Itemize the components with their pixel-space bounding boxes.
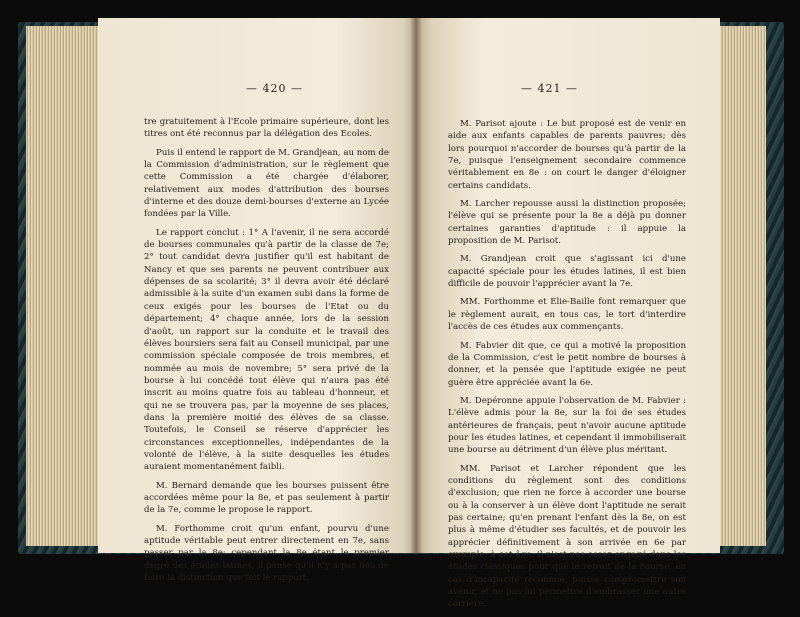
right-page-text <box>448 118 686 617</box>
left-page <box>98 18 416 584</box>
left-page-number: — 420 — <box>246 82 303 95</box>
right-page-edges <box>718 26 766 546</box>
paragraph: MM. Forthomme et Elie-Baille font remarquer que le règlement aurait, en tous cas, le tort d'interdire l'accès de ces études aux commençants. <box>448 297 686 333</box>
left-page-edges <box>26 26 106 546</box>
book-gutter <box>410 18 422 553</box>
paragraph: Puis il entend le rapport de M. Grandjean, au nom de la Commission d'administration, sur le règlement que cette Commission a été chargée d'élaborer, relativement aux modes d'attribution des bourses d'interne et des douze demi-bourses d'externe au Lycée fondées par la Ville. <box>144 147 389 220</box>
paragraph: tre gratuitement à l'Ecole primaire supérieure, dont les titres ont été reconnus par la délégation des Ecoles. <box>144 117 389 140</box>
paragraph: MM. Parisot et Larcher répondent que les conditions du règlement sont des conditions d'exclusion; que rien ne force à accorder une bourse ou à la conserver à un élève dont l'aptitude ne serait pas certaine; qu'en prenant l'enfant dès la 8e, on est plus à même d'étudier ses facultés, et de pouvoir les apprécier définitivement à son arrivée en 6e par exemple; à cet âge, il n'est pas assez engagé dans les études classiques pour que le retrait de la bourse, en cas d'incapacité reconnue, puisse compromettre son avenir, et ne pas lui permettre d'embrasser une autre carrière. <box>448 463 686 610</box>
right-page-number: — 421 — <box>521 82 578 95</box>
paragraph: Le rapport conclut : 1° A l'avenir, il ne sera accordé de bourses communales qu'à partir de la classe de 7e; 2° tout candidat devra justifier qu'il est habitant de Nancy et que ses parents ne peuvent contribuer aux dépenses de sa scolarité; 3° il devra avoir été déclaré admissible à la suite d'un examen subi dans la forme de ceux exigés pour les bourses de l'Etat ou du département; 4° chaque année, lors de la session d'août, un rapport sur la conduite et le travail des élèves boursiers sera fait au Conseil municipal, par une commission spéciale composée de trois membres, et nommée au mois de novembre; 5° sera privé de la bourse à lui concédé tout élève qui n'aura pas été inscrit au moins quatre fois au tableau d'honneur, et qui ne se trouvera pas, par la moyenne de ses places, dans la première moitié des élèves de sa classe. Toutefois, le Conseil se réserve d'apprécier les circonstances exceptionnelles, indépendantes de la volonté de l'élève, à la suite desquelles les études auraient momentanément faibli. <box>144 227 389 473</box>
paragraph: M. Larcher repousse aussi la distinction proposée; l'élève qui se présente pour la 8e a déjà pu donner certaines garanties d'aptitude : il appuie la proposition de M. Parisot. <box>448 199 686 247</box>
paragraph: M. Fabvier dit que, ce qui a motivé la proposition de la Commission, c'est le petit nombre de bourses à donner, et la pensée que l'aptitude exigée ne peut guère être appréciée avant la 6e. <box>448 340 686 388</box>
paragraph: M. Parisot ajoute : Le but proposé est de venir en aide aux enfants capables de parents pauvres; dès lors pourquoi n'accorder de bourses qu'à partir de la 7e, puisque l'enseignement secondaire commence véritablement en 8e : on court le danger d'éloigner certains candidats. <box>448 119 686 191</box>
paragraph: M. Bernard demande que les bourses puissent être accordées même pour la 8e, et pas seulement à partir de la 7e, comme le propose le rapport. <box>144 480 389 516</box>
right-page <box>416 18 720 610</box>
paragraph: M. Forthomme croit qu'un enfant, pourvu d'une aptitude véritable peut entrer directement en 7e, sans passer par la 8e; cependant la 8e étant le premier degré des études latines, il pense qu'il n'y a pas lieu de faire la distinction que fait le rapport. <box>144 523 389 584</box>
paragraph: M. Depéronne appuie l'observation de M. Fabvier : L'élève admis pour la 8e, sur la foi de ses études antérieures de français, peut n'avoir aucune aptitude pour les études latines, et cependant il immobiliserait une bourse au détriment d'un élève plus méritant. <box>448 395 686 456</box>
paragraph: M. Grandjean croit que s'agissant ici d'une capacité spéciale pour les études latines, il est bien difficile de pouvoir l'apprécier avant la 7e. <box>448 254 686 290</box>
left-page-text <box>144 116 389 590</box>
